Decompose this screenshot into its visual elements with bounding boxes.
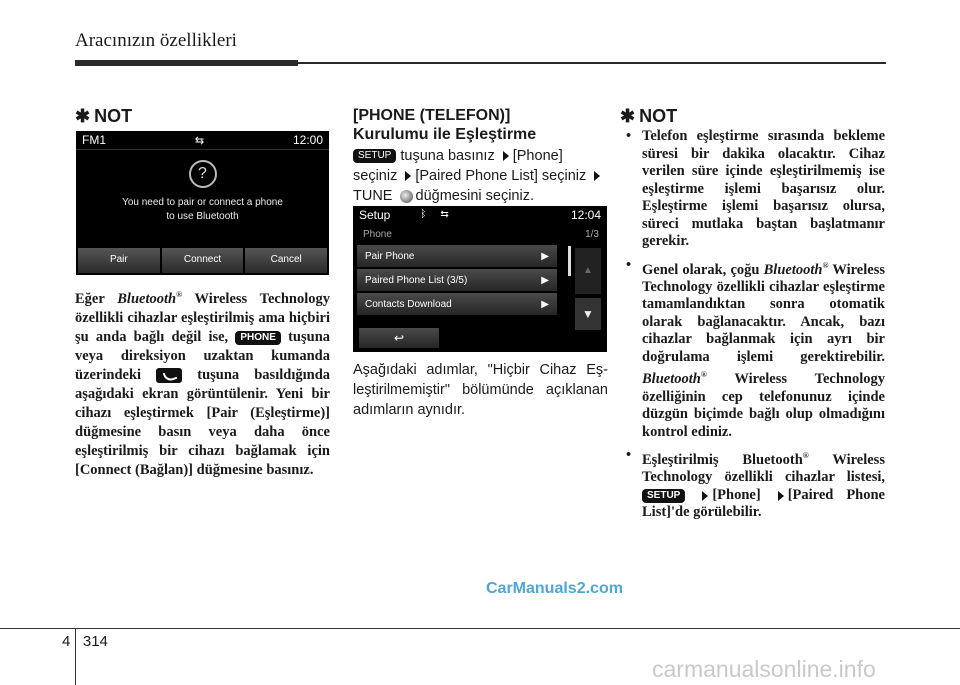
setup-screen-title: Setup [359, 207, 391, 222]
note-right-list [620, 128, 885, 528]
usb-icon: ⇆ [194, 134, 205, 147]
section-title: [PHONE (TELEFON)] Kurulumu ile Eşleştirme [353, 107, 537, 143]
scroll-down-button[interactable]: ▼ [575, 298, 601, 330]
header-rule [298, 62, 886, 64]
star-icon: ✱ [620, 106, 636, 126]
header-title: Aracınızın özellikleri [75, 30, 237, 51]
question-icon: ? [189, 160, 217, 188]
phone-key: PHONE [235, 331, 281, 345]
play-icon: ▶ [541, 298, 549, 310]
list-item: • Telefon eşleştirme sırasında bekleme süresi bir dakika olacaktır. Cihaz verilen süre içinde eşleştirilmemiş ise eşleştirme işlemi başarısız olur. Eşleştirme işlemi başarısız olursa, süreci mutlaka baştan başlatmanır gerekir. [620, 128, 885, 251]
list-item: • Genel olarak, çoğu Bluetooth® Wireless Technology özellikli cihazlar eşleştirme tamamlandıktan sonra otomatik olarak bağlanacaktır. Ancak, bazı cihazlar bağlanmak için ayrı bir doğrulama işlemi gerektirebilir. Bluetooth® Wireless Technology özelliğinin cep telefonunuz içinde düzgün biçimde bağlı olup olmadığını kontrol ediniz. [620, 257, 885, 442]
clock: 12:04 [570, 207, 601, 222]
pair-button[interactable]: Pair [78, 248, 160, 273]
site-watermark: carmanualsonline.info [652, 656, 876, 682]
scrollbar[interactable] [568, 246, 571, 276]
bluetooth-prompt-screen [76, 131, 329, 275]
source-label: FM1 [82, 133, 106, 147]
play-icon: ▶ [541, 250, 549, 262]
page-indicator: 1/3 [585, 228, 599, 240]
steps-note: Aşağıdaki adımlar, "Hiçbir Cihaz Eşleştirilmemiştir" bölümünde açıklanan adımların aynıdır. [353, 362, 608, 418]
scroll-up-button[interactable]: ▲ [575, 248, 601, 294]
note-left-body: Eğer Bluetooth® Wireless Technology özellikli cihazlar eşleştirilmiş ama hiçbiri şu anda bağlı değil ise, PHONE tuşuna veya direksiyon uzaktan kumanda üzerindeki tuşuna basıldığında aşağıdaki ekran görüntülenir. Yeni bir cihazı eşleştirmek [Pair (Eşleştirme)] düğmesine basın veya daha önce eşleştirilmiş bir cihazı bağlamak için [Connect (Bağlan)] düğmesine basınız. [75, 290, 331, 478]
setup-instructions: SETUP tuşuna basınız [Phone] seçiniz [Paired Phone List] seçiniz TUNE düğmesini seçiniz. [353, 146, 608, 206]
cancel-button[interactable]: Cancel [245, 248, 327, 273]
menu-item-pair-phone[interactable]: Pair Phone ▶ [357, 245, 557, 267]
message-line-1: You need to pair or connect a phone [122, 197, 283, 208]
menu-item-contacts-download[interactable]: Contacts Download ▶ [357, 293, 557, 315]
list-item: • Eşleştirilmiş Bluetooth® Wireless Technology özellikli cihazlar listesi, SETUP [Phone] [Paired Phone List]'de görülebilir. [620, 447, 885, 522]
back-button[interactable] [359, 328, 439, 348]
watermark: CarManuals2.com [486, 580, 623, 597]
arrow-icon [778, 491, 784, 501]
tune-knob-icon [400, 190, 413, 203]
arrow-icon [405, 171, 411, 181]
phone-call-icon [156, 368, 182, 383]
footer-rule [0, 628, 960, 629]
connect-button[interactable]: Connect [162, 248, 244, 273]
note-title-left: ✱ NOT [75, 106, 133, 126]
usb-icon: ⇆ [440, 209, 449, 220]
bluetooth-brand: Bluetooth [117, 290, 177, 307]
arrow-icon [503, 151, 509, 161]
setup-key: SETUP [642, 489, 685, 503]
header-bar [75, 60, 298, 66]
play-icon: ▶ [541, 274, 549, 286]
bluetooth-icon: ᛒ [420, 209, 427, 220]
menu-item-paired-phone-list[interactable]: Paired Phone List (3/5) ▶ [357, 269, 557, 291]
note-title-right: ✱ NOT [620, 106, 678, 126]
message-line-2: to use Bluetooth [166, 211, 239, 222]
setup-key: SETUP [353, 149, 396, 163]
arrow-icon [702, 491, 708, 501]
page-number: 4 314 [62, 633, 108, 650]
clock: 12:00 [292, 133, 323, 147]
setup-screen [353, 206, 607, 352]
category-label: Phone [363, 228, 392, 240]
back-arrow-icon: ↩ [393, 331, 405, 345]
arrow-icon [594, 171, 600, 181]
star-icon: ✱ [75, 106, 91, 126]
